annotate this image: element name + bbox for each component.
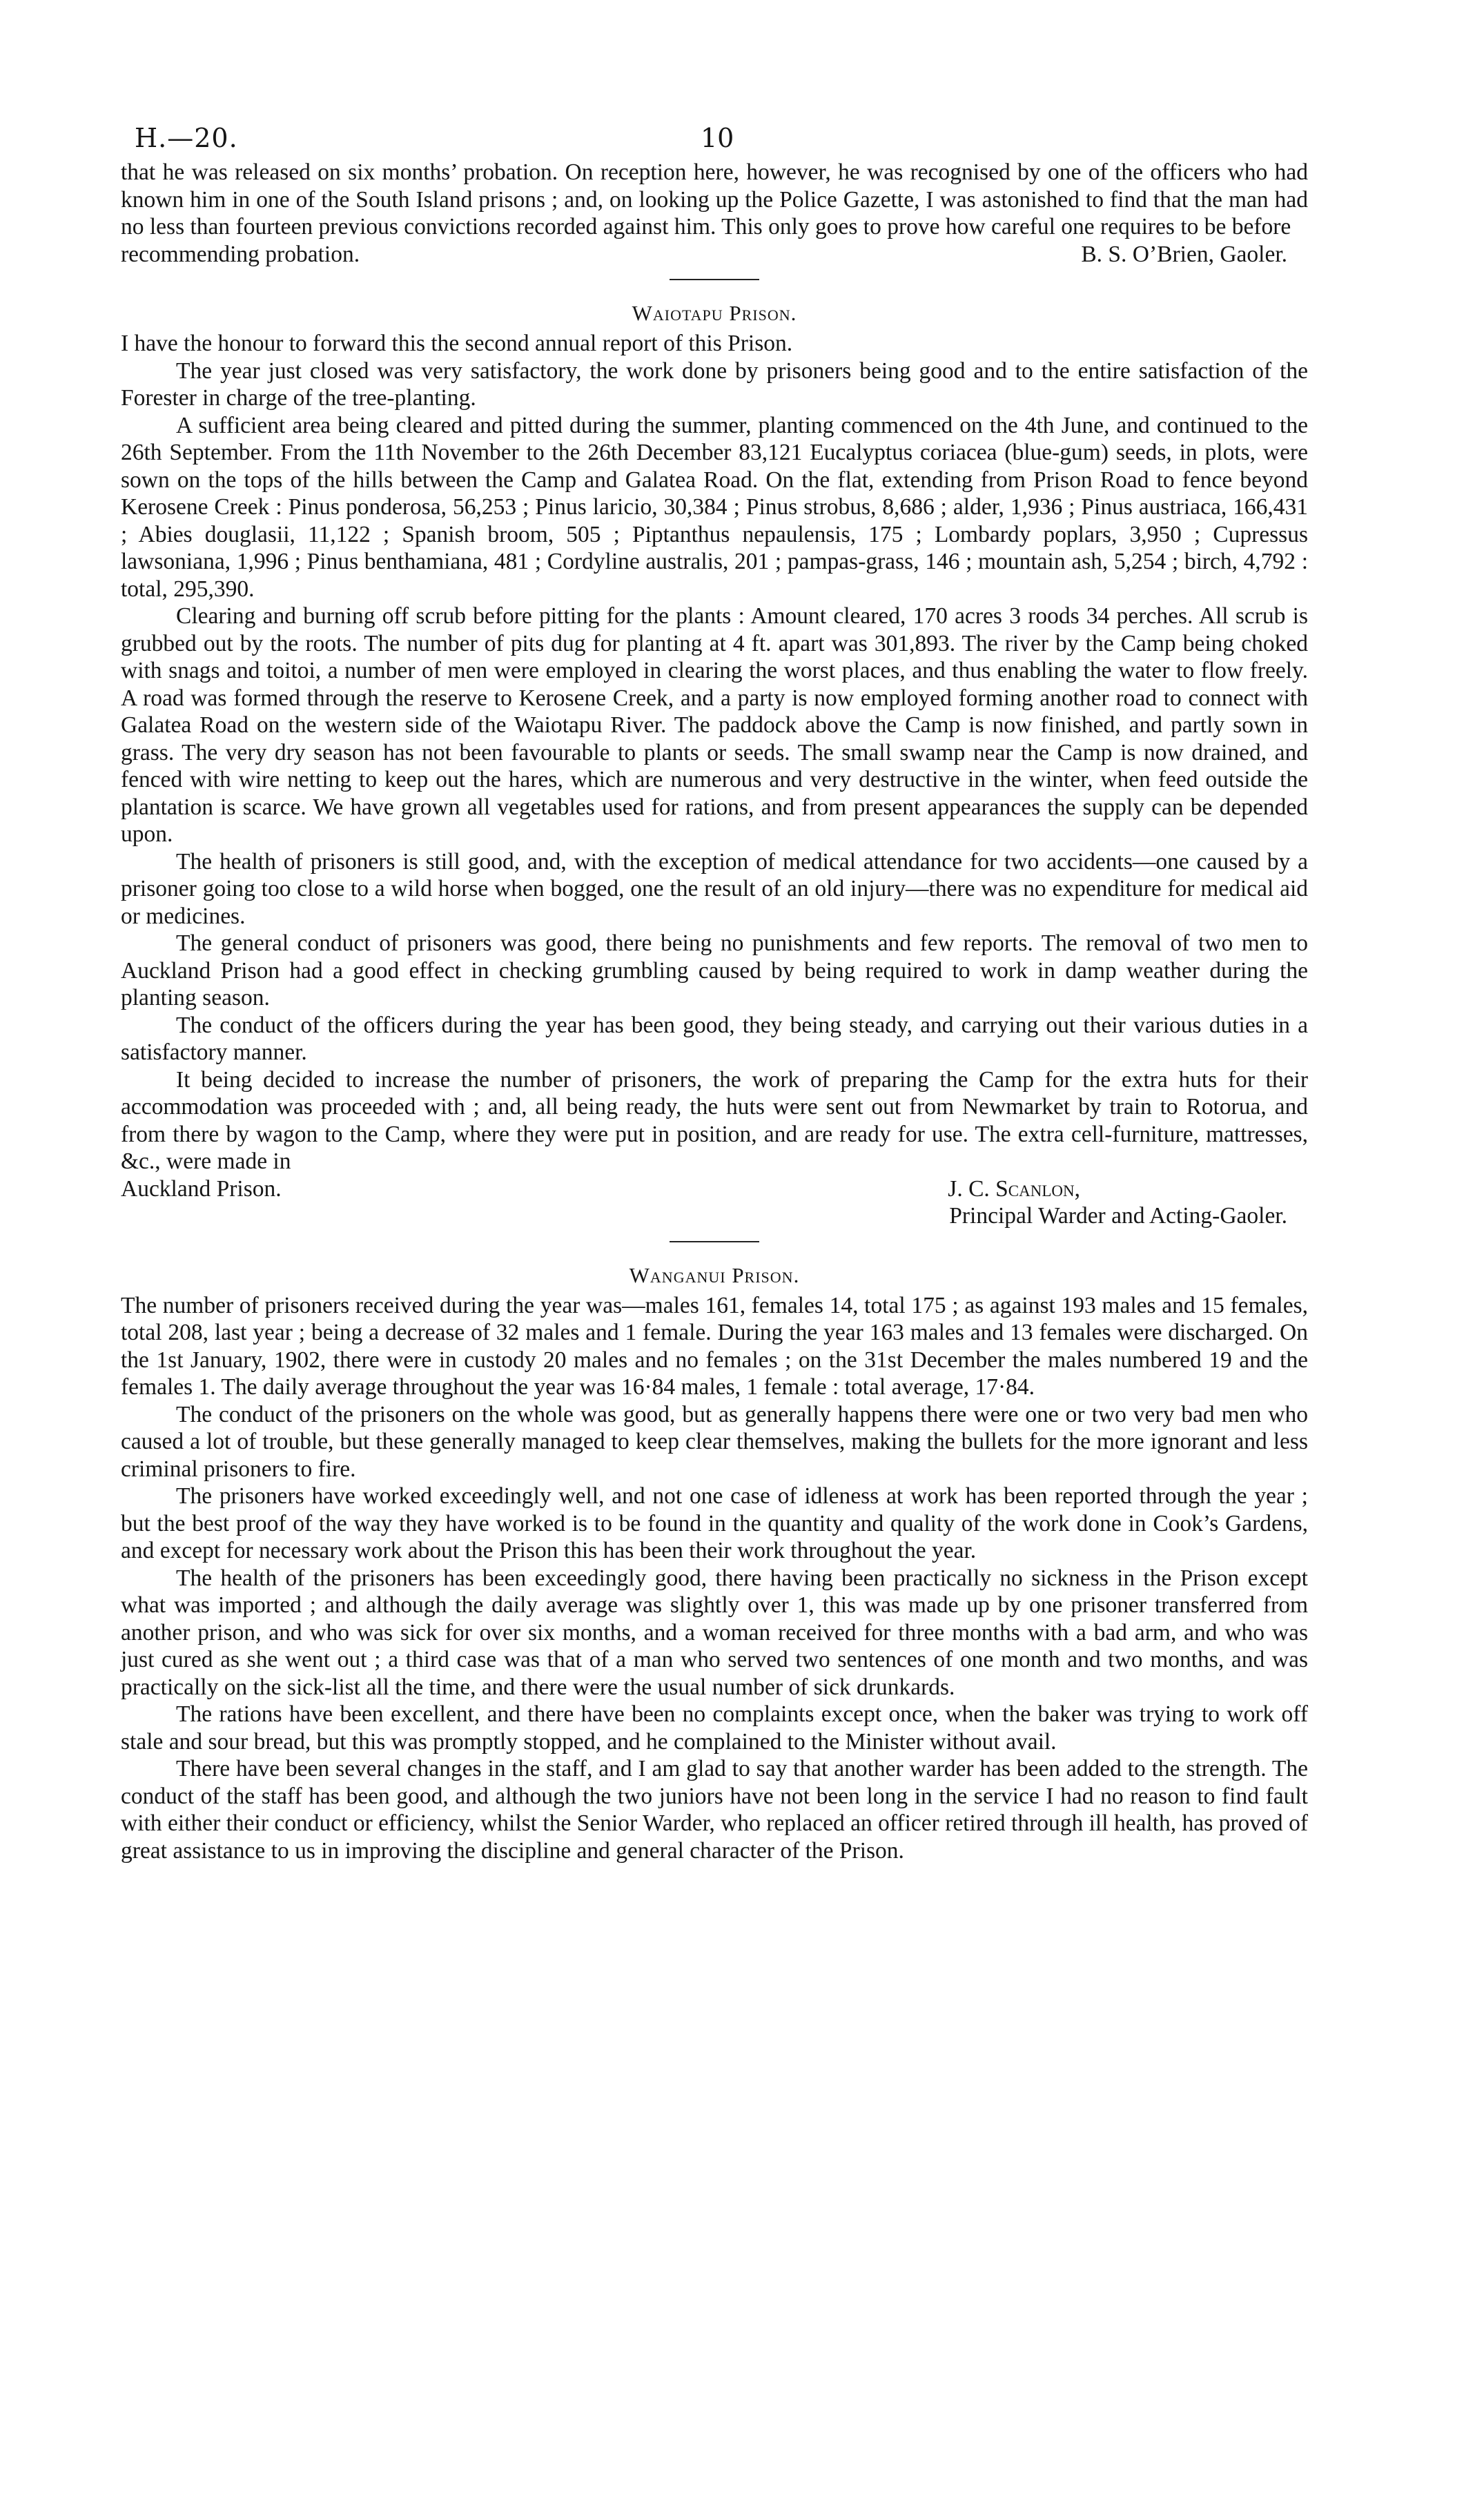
waiotapu-p3: A sufficient area being cleared and pitted during the summer, planting commenced on the 4th June, and continued to the 26th September. From the 11th November to the 26th December 83,121 Eucalyptus coriacea (blue-gum) seeds, in plots, were sown on the tops of the hills between the Camp and Galatea Road. On the flat, extending from Prison Road to fence beyond Kerosene Creek : Pinus ponderosa, 56,253 ; Pinus laricio, 30,384 ; Pinus strobus, 8,686 ; alder, 1,936 ; Pinus austriaca, 166,431 ; Abies douglasii, 11,122 ; Spanish broom, 505 ; Piptanthus nepaulensis, 175 ; Lombardy poplars, 3,950 ; Cupressus lawsoniana, 1,996 ; Pinus benthamiana, 481 ; Cordyline australis, 201 ; pampas-grass, 146 ; mountain ash, 5,254 ; birch, 4,792 : total, 295,390. bbox=[121, 412, 1308, 602]
wanganui-p3: The prisoners have worked exceedingly well, and not one case of idleness at work has been reported through the year ; but the best proof of the way they have worked is to be found in the quantity and quality of the work done in Cook’s Gardens, and except for necessary work about the Prison this has been their work throughout the year. bbox=[121, 1483, 1308, 1563]
page-number: 10 bbox=[701, 123, 734, 153]
waiotapu-p1: I have the honour to forward this the second annual report of this Prison. bbox=[121, 331, 793, 356]
intro-last-line: recommending probation. bbox=[121, 241, 360, 267]
wanganui-title: Wanganui Prison. bbox=[629, 1262, 800, 1287]
wanganui-p5: The rations have been excellent, and there have been no complaints except once, when the baker was trying to work off stale and sour bread, but this was promptly stopped, and he complained to the Minister without avail. bbox=[121, 1701, 1308, 1755]
waiotapu-p4: Clearing and burning off scrub before pitting for the plants : Amount cleared, 170 acres 3 roods 34 perches. All scrub is grubbed out by the roots. The number of pits dug for planting at 4 ft. apart was 301,893. The river by the Camp being choked with snags and toitoi, a number of men were employed in clearing the worst places, and thus enabling the water to flow freely. A road was formed through the reserve to Kerosene Creek, and a party is now employed forming another road to connect with Galatea Road on the western side of the Waiotapu River. The paddock above the Camp is now finished, and partly sown in grass. The very dry season has not been favourable to plants or seeds. The small swamp near the Camp is now drained, and fenced with wire netting to keep out the hares, which are numerous and very destructive in the winter, when feed outside the plantation is scarce. We have grown all vegetables used for rations, and from present appearances the supply can be depended upon. bbox=[121, 603, 1308, 847]
intro-signature: B. S. O’Brien, Gaoler. bbox=[1081, 241, 1287, 267]
waiotapu-signature-name: J. C. Scanlon, bbox=[948, 1175, 1080, 1202]
waiotapu-p8-last: Auckland Prison. bbox=[121, 1175, 282, 1202]
page-header bbox=[121, 104, 1308, 159]
wanganui-p1: The number of prisoners received during the year was—males 161, females 14, total 175 ; as against 193 males and 15 females, total 208, last year ; being a decrease of 32 males and 1 female. During the year 163 males and 13 females were discharged. On the 1st January, 1902, there were in custody 20 males and no females ; on the 31st December the males numbered 19 and the females 1. The daily average throughout the year was 16·84 males, 1 female : total average, 17·84. bbox=[121, 1292, 1308, 1400]
intro-signature-line bbox=[121, 241, 1308, 268]
waiotapu-p8: It being decided to increase the number of prisoners, the work of preparing the Camp for the extra huts for their accommodation was proceeded with ; and, all being ready, the huts were sent out from Newmarket by train to Rotorua, and from there by wagon to the Camp, where they were put in position, and are ready for use. The extra cell-furniture, mattresses, &c., were made in bbox=[121, 1066, 1308, 1174]
waiotapu-p7: The conduct of the officers during the year has been good, they being steady, and carrying out their various duties in a satisfactory manner. bbox=[121, 1012, 1308, 1065]
intro-paragraph: that he was released on six months’ probation. On reception here, however, he was recognised by one of the officers who had known him in one of the South Island prisons ; and, on looking up the Police Gazette, I was astonished to find that the man had no less than fourteen previous convictions recorded against him. This only goes to prove how careful one requires to be before bbox=[121, 159, 1308, 240]
waiotapu-p2: The year just closed was very satisfactory, the work done by prisoners being good and to the entire satisfaction of the Forester in charge of the tree-planting. bbox=[121, 358, 1308, 411]
waiotapu-signature-title: Principal Warder and Acting-Gaoler. bbox=[949, 1203, 1287, 1229]
section-divider bbox=[670, 279, 759, 280]
waiotapu-p6: The general conduct of prisoners was good, there being no punishments and few reports. The removal of two men to Auckland Prison had a good effect in checking grumbling caused by being required to work in damp weather during the planting season. bbox=[121, 930, 1308, 1010]
wanganui-p2: The conduct of the prisoners on the whole was good, but as generally happens there were one or two very bad men who caused a lot of trouble, but these generally managed to keep clear themselves, making the bullets for the more ignorant and less criminal prisoners to fire. bbox=[121, 1401, 1308, 1482]
waiotapu-signature-line bbox=[121, 1175, 1308, 1203]
wanganui-p6: There have been several changes in the staff, and I am glad to say that another warder has been added to the strength. The conduct of the staff has been good, and although the two juniors have not been long in the service I had no reason to find fault with either their conduct or efficiency, whilst the Senior Warder, who replaced an officer retired through ill health, has proved of great assistance to us in improving the discipline and general character of the Prison. bbox=[121, 1756, 1308, 1864]
waiotapu-p5: The health of prisoners is still good, and, with the exception of medical attendance for two accidents—one caused by a prisoner going too close to a wild horse when bogged, one the result of an old injury—there was no expenditure for medical aid or medicines. bbox=[121, 848, 1308, 929]
report-reference: H.—20. bbox=[135, 123, 238, 153]
wanganui-p4: The health of the prisoners has been exceedingly good, there having been practically no sickness in the Prison except what was imported ; and although the daily average was slightly over 1, this was made up by one prisoner transferred from another prison, and who was sick for over six months, and a woman received for three months with a bad arm, and who was just cured as she went out ; a third case was that of a man who served two sentences of one month and two months, and was practically on the sick-list all the time, and there were the usual number of sick drunkards. bbox=[121, 1565, 1308, 1700]
document-page bbox=[121, 104, 1308, 1864]
waiotapu-title: Waiotapu Prison. bbox=[632, 301, 797, 325]
section-divider bbox=[670, 1241, 759, 1242]
